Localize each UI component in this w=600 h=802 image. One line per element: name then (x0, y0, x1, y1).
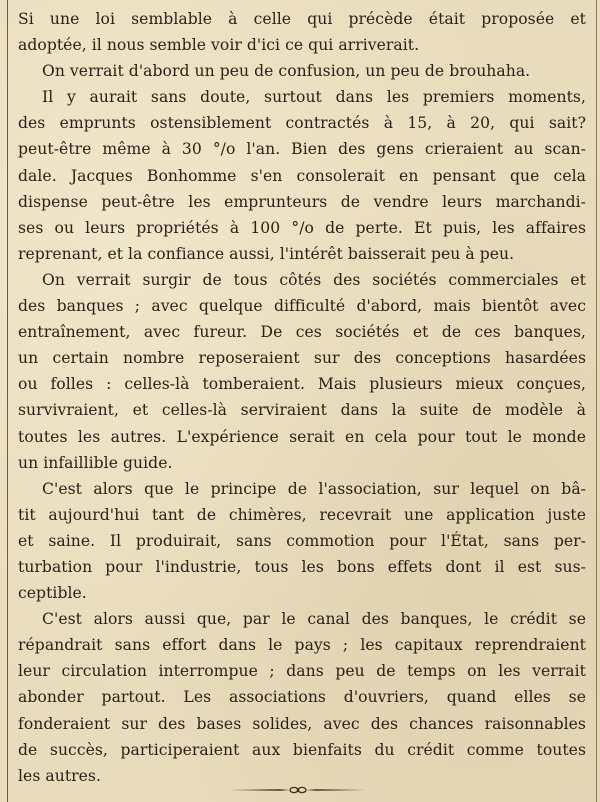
column-rule-right (596, 0, 597, 802)
text-line: peut-être même à 30 °/o l'an. Bien des gens crieraient au scan- (18, 140, 586, 159)
text-line: fonderaient sur des bases solides, avec des chances raisonnables (18, 714, 586, 733)
text-line: répandrait sans effort dans le pays ; les capitaux reprendraient (18, 636, 586, 655)
text-line: reprenant, et la confiance aussi, l'intérêt baisserait peu à peu. (18, 244, 515, 263)
text-line: et saine. Il produirait, sans commotion pour l'État, sans per- (18, 531, 586, 550)
text-line: tit aujourd'hui tant de chimères, recevrait une application juste (18, 505, 586, 524)
text-line: un certain nombre reposeraient sur des conceptions hasardées (18, 349, 586, 368)
text-line: Si une loi semblable à celle qui précède était proposée et (18, 10, 586, 28)
text-line: On verrait surgir de tous côtés des sociétés commerciales et (42, 270, 586, 289)
text-line: abonder partout. Les associations d'ouvriers, quand elles se (18, 688, 586, 707)
text-line: de succès, participeraient aux bienfaits du crédit comme toutes (18, 740, 586, 759)
text-line: survivraient, et celles-là serviraient dans la suite de modèle à (18, 401, 586, 420)
text-line: des banques ; avec quelque difficulté d'abord, mais bientôt avec (18, 297, 586, 316)
article-column (18, 6, 586, 789)
text-line: C'est alors que le principe de l'association, sur lequel on bâ- (42, 479, 586, 498)
text-line: entraînement, avec fureur. De ces sociétés et de ces banques, (18, 323, 586, 342)
text-line: ou folles : celles-là tomberaient. Mais plusieurs mieux conçues, (18, 375, 586, 394)
text-line: des emprunts ostensiblement contractés à 15, à 20, qui sait? (18, 114, 586, 133)
text-line: ceptible. (18, 584, 87, 603)
text-line: dale. Jacques Bonhomme s'en consolerait en pensant que cela (18, 166, 586, 185)
text-line: toutes les autres. L'expérience serait en cela pour tout le monde (18, 427, 586, 446)
text-line: dispense peut-être les emprunteurs de vendre leurs marchandi- (18, 192, 586, 211)
end-of-article-ornament-icon (228, 785, 368, 795)
text-line: leur circulation interrompue ; dans peu de temps on les verrait (18, 662, 586, 681)
text-line: les autres. (18, 766, 101, 785)
text-line: ses ou leurs propriétés à 100 °/o de perte. Et puis, les affaires (18, 218, 586, 237)
text-line: adoptée, il nous semble voir d'ici ce qui arriverait. (18, 36, 420, 55)
text-line: turbation pour l'industrie, tous les bons effets dont il est sus- (18, 557, 586, 576)
text-line: Il y aurait sans doute, surtout dans les premiers moments, (42, 88, 586, 107)
text-line: un infaillible guide. (18, 453, 173, 472)
column-rule-left (7, 0, 8, 802)
text-line: On verrait d'abord un peu de confusion, un peu de brouhaha. (42, 62, 531, 81)
text-line: C'est alors aussi que, par le canal des banques, le crédit se (42, 610, 586, 629)
